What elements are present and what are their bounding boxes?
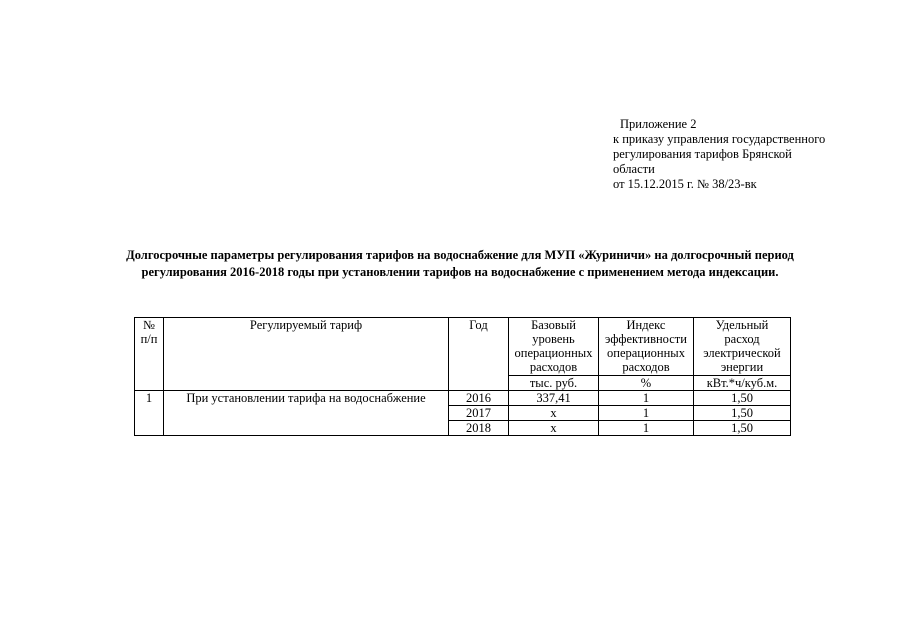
header-base-line: расходов xyxy=(529,360,578,374)
cell-year: 2018 xyxy=(449,421,509,436)
cell-base: 337,41 xyxy=(509,391,599,406)
header-no-line: п/п xyxy=(140,332,158,346)
title-line-1: Долгосрочные параметры регулирования тарифов на водоснабжение для МУП «Журиничи» на долгосрочный период xyxy=(126,248,794,262)
cell-year: 2016 xyxy=(449,391,509,406)
header-base-line: Базовый xyxy=(531,318,576,332)
parameters-table xyxy=(134,317,791,436)
cell-electric: 1,50 xyxy=(694,406,791,421)
cell-index: 1 xyxy=(599,391,694,406)
cell-index: 1 xyxy=(599,406,694,421)
header-electric-line: расход xyxy=(724,332,760,346)
header-base-line: операционных xyxy=(514,346,593,360)
unit-base: тыс. руб. xyxy=(509,376,599,391)
table-header-row xyxy=(135,318,791,376)
unit-index: % xyxy=(599,376,694,391)
header-base xyxy=(509,318,599,376)
appendix-line: регулирования тарифов Брянской xyxy=(613,147,792,161)
header-tariff: Регулируемый тариф xyxy=(164,318,449,391)
document-title xyxy=(90,247,830,281)
cell-index: 1 xyxy=(599,421,694,436)
appendix-line: от 15.12.2015 г. № 38/23-вк xyxy=(613,177,757,191)
appendix-line: к приказу управления государственного xyxy=(613,132,826,146)
unit-electric: кВт.*ч/куб.м. xyxy=(694,376,791,391)
cell-base: х xyxy=(509,421,599,436)
appendix-line: Приложение 2 xyxy=(620,117,697,131)
appendix-block xyxy=(613,117,853,192)
cell-electric: 1,50 xyxy=(694,391,791,406)
header-index-line: операционных xyxy=(607,346,685,360)
header-index xyxy=(599,318,694,376)
tariff-name: При установлении тарифа на водоснабжение xyxy=(164,391,449,436)
header-electric-line: электрической xyxy=(703,346,781,360)
header-no-line: № xyxy=(143,318,155,332)
header-no xyxy=(135,318,164,391)
header-index-line: расходов xyxy=(622,360,670,374)
header-electric-line: Удельный xyxy=(715,318,769,332)
header-base-line: уровень xyxy=(532,332,575,346)
header-electric xyxy=(694,318,791,376)
header-index-line: Индекс xyxy=(626,318,666,332)
header-year: Год xyxy=(449,318,509,391)
header-index-line: эффективности xyxy=(605,332,687,346)
header-electric-line: энергии xyxy=(720,360,764,374)
cell-electric: 1,50 xyxy=(694,421,791,436)
title-line-2: регулирования 2016-2018 годы при установлении тарифов на водоснабжение с применением метода индексации. xyxy=(141,265,779,279)
cell-base: х xyxy=(509,406,599,421)
table-row xyxy=(135,391,791,406)
appendix-line: области xyxy=(613,162,655,176)
row-number: 1 xyxy=(135,391,164,436)
cell-year: 2017 xyxy=(449,406,509,421)
